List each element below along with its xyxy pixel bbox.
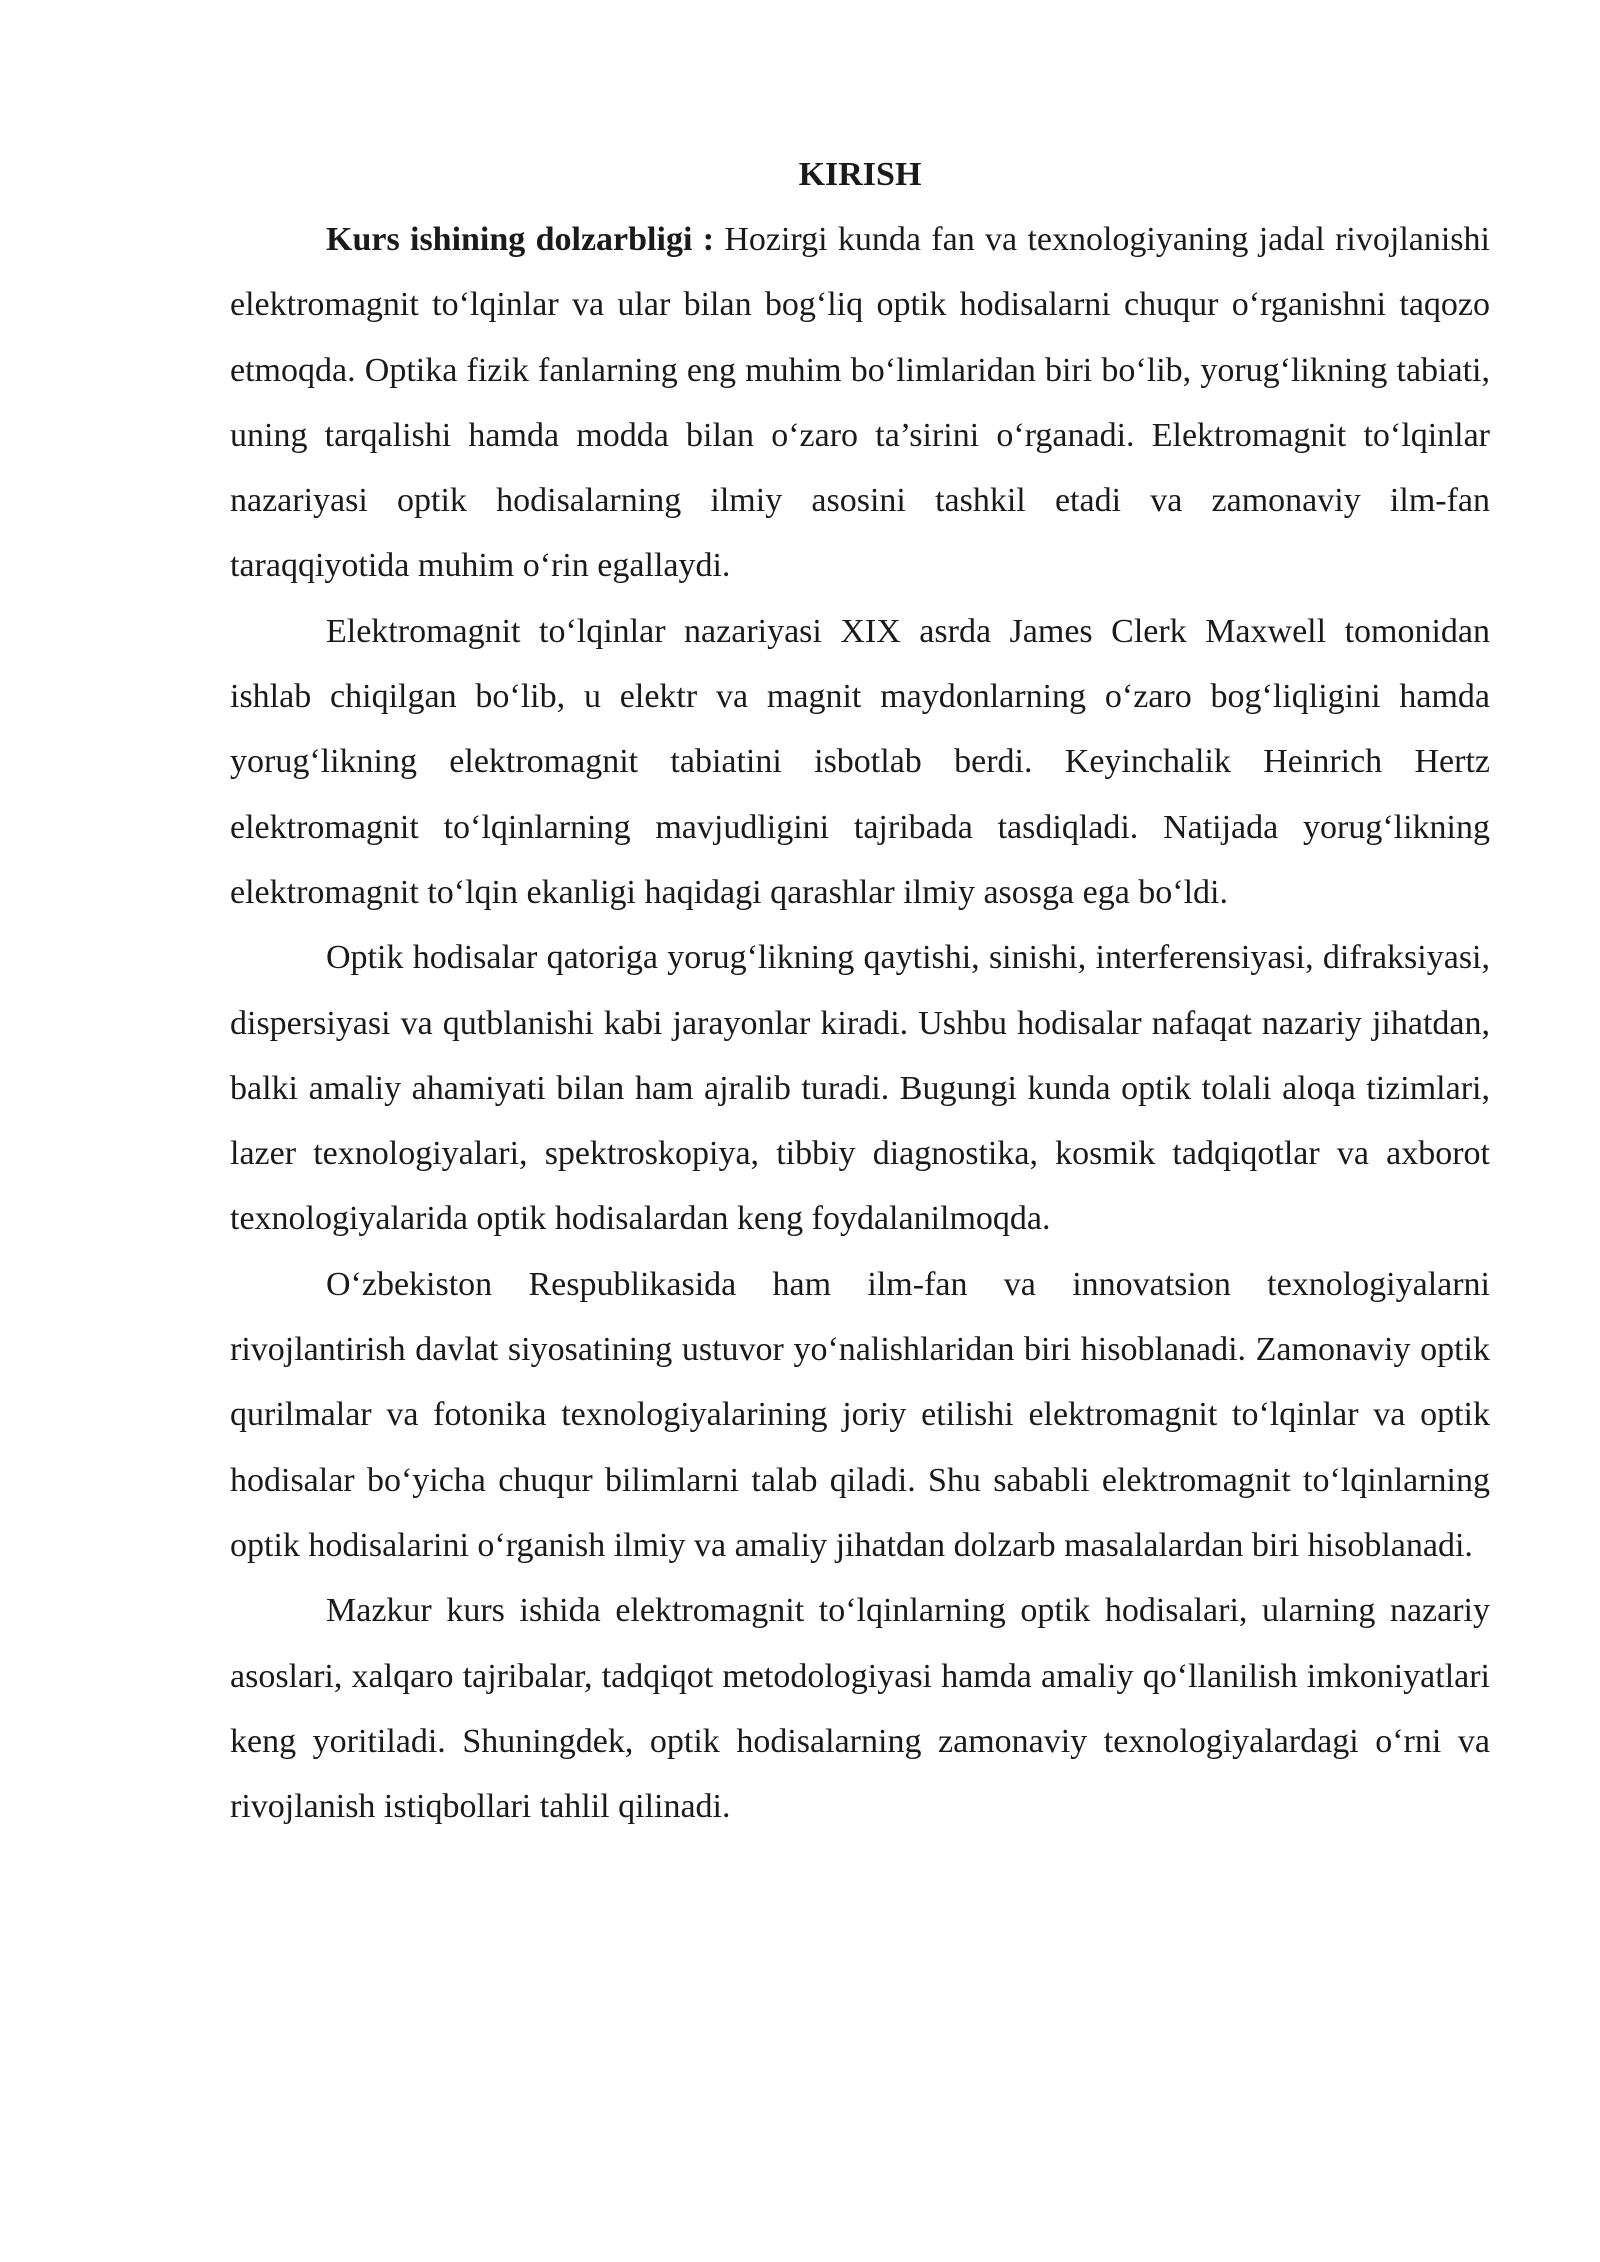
paragraph-course-scope: Mazkur kurs ishida elektromagnit to‘lqinlarning optik hodisalari, ularning nazariy asoslari, xalqaro tajribalar, tadqiqot metodologiyasi hamda amaliy qo‘llanilish imkoniyatlari keng yoritiladi. Shuningdek, optik hodisalarning zamonaviy texnologiyalardagi o‘rni va rivojlanish istiqbollari tahlil qilinadi. xyxy=(230,1592,1490,1826)
intro-paragraph xyxy=(230,207,1490,599)
page-title: KIRISH xyxy=(798,156,922,193)
paragraph-maxwell: Elektromagnit to‘lqinlar nazariyasi XIX asrda James Clerk Maxwell tomonidan ishlab chiqilgan bo‘lib, u elektr va magnit maydonlarning o‘zaro bog‘liqligini hamda yorug‘likning elektromagnit tabiatini isbotlab berdi. Keyinchalik Heinrich Hertz elektromagnit to‘lqinlarning mavjudligini tajribada tasdiqladi. Natijada yorug‘likning elektromagnit to‘lqin ekanligi haqidagi qarashlar ilmiy asosga ega bo‘ldi. xyxy=(230,612,1490,911)
paragraph-uzbekistan: O‘zbekiston Respublikasida ham ilm-fan va innovatsion texnologiyalarni rivojlantirish davlat siyosatining ustuvor yo‘nalishlaridan biri hisoblanadi. Zamonaviy optik qurilmalar va fotonika texnologiyalarining joriy etilishi elektromagnit to‘lqinlar va optik hodisalar bo‘yicha chuqur bilimlarni talab qiladi. Shu sababli elektromagnit to‘lqinlarning optik hodisalarini o‘rganish ilmiy va amaliy jihatdan dolzarb masalalardan biri hisoblanadi. xyxy=(230,1265,1490,1564)
paragraph-optical-phenomena: Optik hodisalar qatoriga yorug‘likning qaytishi, sinishi, interferensiyasi, difraksiyasi, dispersiyasi va qutblanishi kabi jarayonlar kiradi. Ushbu hodisalar nafaqat nazariy jihatdan, balki amaliy ahamiyati bilan ham ajralib turadi. Bugungi kunda optik tolali aloqa tizimlari, lazer texnologiyalari, spektroskopiya, tibbiy diagnostika, kosmik tadqiqotlar va axborot texnologiyalarida optik hodisalardan keng foydalanilmoqda. xyxy=(230,939,1490,1238)
intro-text: Hozirgi kunda fan va texnologiyaning jadal rivojlanishi elektromagnit to‘lqinlar va ular bilan bog‘liq optik hodisalarni chuqur o‘rganishni taqozo etmoqda. Optika fizik fanlarning eng muhim bo‘limlaridan biri bo‘lib, yorug‘likning tabiati, uning tarqalishi hamda modda bilan o‘zaro ta’sirini o‘rganadi. Elektromagnit to‘lqinlar nazariyasi optik hodisalarning ilmiy asosini tashkil etadi va zamonaviy ilm-fan taraqqiyotida muhim o‘rin egallaydi. xyxy=(230,221,1490,585)
intro-lead: Kurs ishining dolzarbligi : xyxy=(326,221,715,258)
document-body xyxy=(230,142,1490,1839)
